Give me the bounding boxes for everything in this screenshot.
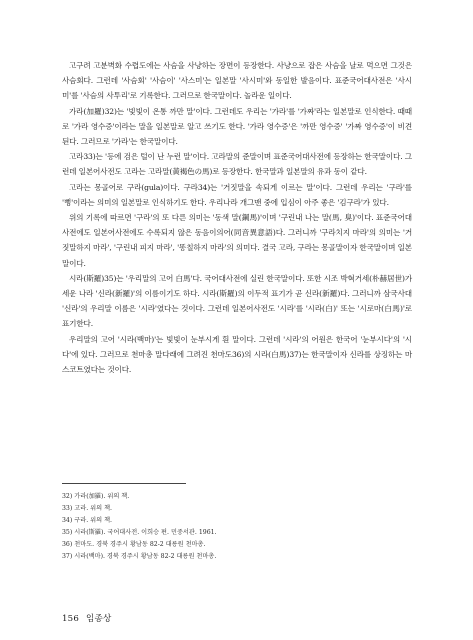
paragraph: 가라(加羅)32)는 '빛빛이 온통 까만 말'이다. 그런데도 우리는 '가라'를 '가짜'라는 일본말로 인식한다. 때때로 '가라 영수증'이라는 말을 일본말로 알고 쓰기도 한다. '가라 영수증'은 '까만 영수증' '가짜 영수증'이 비견된다. 그러므로 '가라'는 한국말이다. bbox=[62, 106, 412, 147]
footnote: 32) 가라(加羅). 위의 책. bbox=[62, 493, 130, 500]
page-number: 156 bbox=[62, 614, 80, 624]
paragraph: 고구려 고분벽화 수렵도에는 사슴을 사냥하는 장면이 등장한다. 사냥으로 잡은 사슴을 날로 먹으면 그것은 사슴회다. 그런데 '사슴회' '사슴이' '사스미'는 일본말 '사시미'와 동일한 발음이다. 표준국어대사전은 '사시미'를 '사슴의 사투리'로 기록한다. 그러므로 한국말이다. 놀라운 일이다. bbox=[62, 61, 412, 101]
running-author: 임종상 bbox=[85, 614, 112, 624]
footnote: 36) 천마도. 경북 경주시 황남동 82-2 대릉원 천마총. bbox=[62, 541, 206, 549]
paragraph: 위의 기록에 따르면 '구라'의 또 다른 의미는 '동색 말(鋼馬)'이며 '구린내 나는 말(馬, 臭)'이다. 표준국어대사전에도 일본어사전에도 수록되지 않은 동음이의어(同音異意語)다. 그러니까 '구라치지 마라'의 의미는 '거짓말하지 마라', '구린내 피지 마라', '똥칠하지 마라'의 의미다. 결국 고라, 구라는 몽골말이자 한국말이며 일본말이다. bbox=[62, 213, 412, 268]
paragraph: 고라는 몽골어로 구라(gula)이다. 구라34)는 '거짓말을 속되게 이르는 말'이다. 그런데 우리는 '구라'를 '뻥'이라는 의미의 일본말로 인식하기도 한다. 우리나라 개그맨 중에 입심이 아주 좋은 '김구라'가 있다. bbox=[62, 182, 412, 207]
footnote: 35) 시라(斯羅). 국어대사전. 이희승 편. 민중서관. 1961. bbox=[62, 529, 217, 537]
footnote: 34) 구라. 위의 책. bbox=[62, 517, 113, 525]
paragraph: 고라33)는 '등에 검은 털이 난 누런 말'이다. 고라말의 준말이며 표준국어대사전에 등장하는 한국말이다. 그런데 일본어사전도 고라는 고라말(黃褐色の馬)로 등장한다. 한국말과 일본말의 유과 동이 같다. bbox=[62, 152, 412, 177]
footnote-divider bbox=[62, 483, 186, 484]
body-text bbox=[62, 58, 412, 377]
paragraph: 우리말의 고어 '시라(백마)'는 빛빛이 눈부시게 흰 말이다. 그런데 '시라'의 어원은 한국어 '눈부시다'의 '시다'에 있다. 그러므로 천마총 말다래에 그려진 천마도36)의 시라(白馬)37)는 한국말이자 신라를 상징하는 마스코트였다는 것이다. bbox=[62, 334, 412, 375]
page-folio bbox=[62, 612, 111, 624]
footnote: 37) 시라(백마). 경북 경주시 황남동 82-2 대릉원 천마총. bbox=[62, 553, 217, 561]
footnote: 33) 고라. 위의 책. bbox=[62, 505, 113, 513]
paragraph: 시라(斯羅)35)는 '우리말의 고어 白馬'다. 국어대사전에 실린 한국말이다. 또한 시조 박혁거세(朴赫居世)가 세운 나라 '신라(新羅)'의 이름이기도 하다. 시라(斯羅)의 이두적 표기가 곧 신라(新羅)다. 그러니까 삼국사대 '신라'의 우리말 이름은 '시라'였다는 것이다. 그런데 일본어사전도 '시라'를 '시라(白)' 또는 '시로마(白馬)'로 표기한다. bbox=[62, 273, 412, 329]
footnotes bbox=[62, 491, 412, 564]
